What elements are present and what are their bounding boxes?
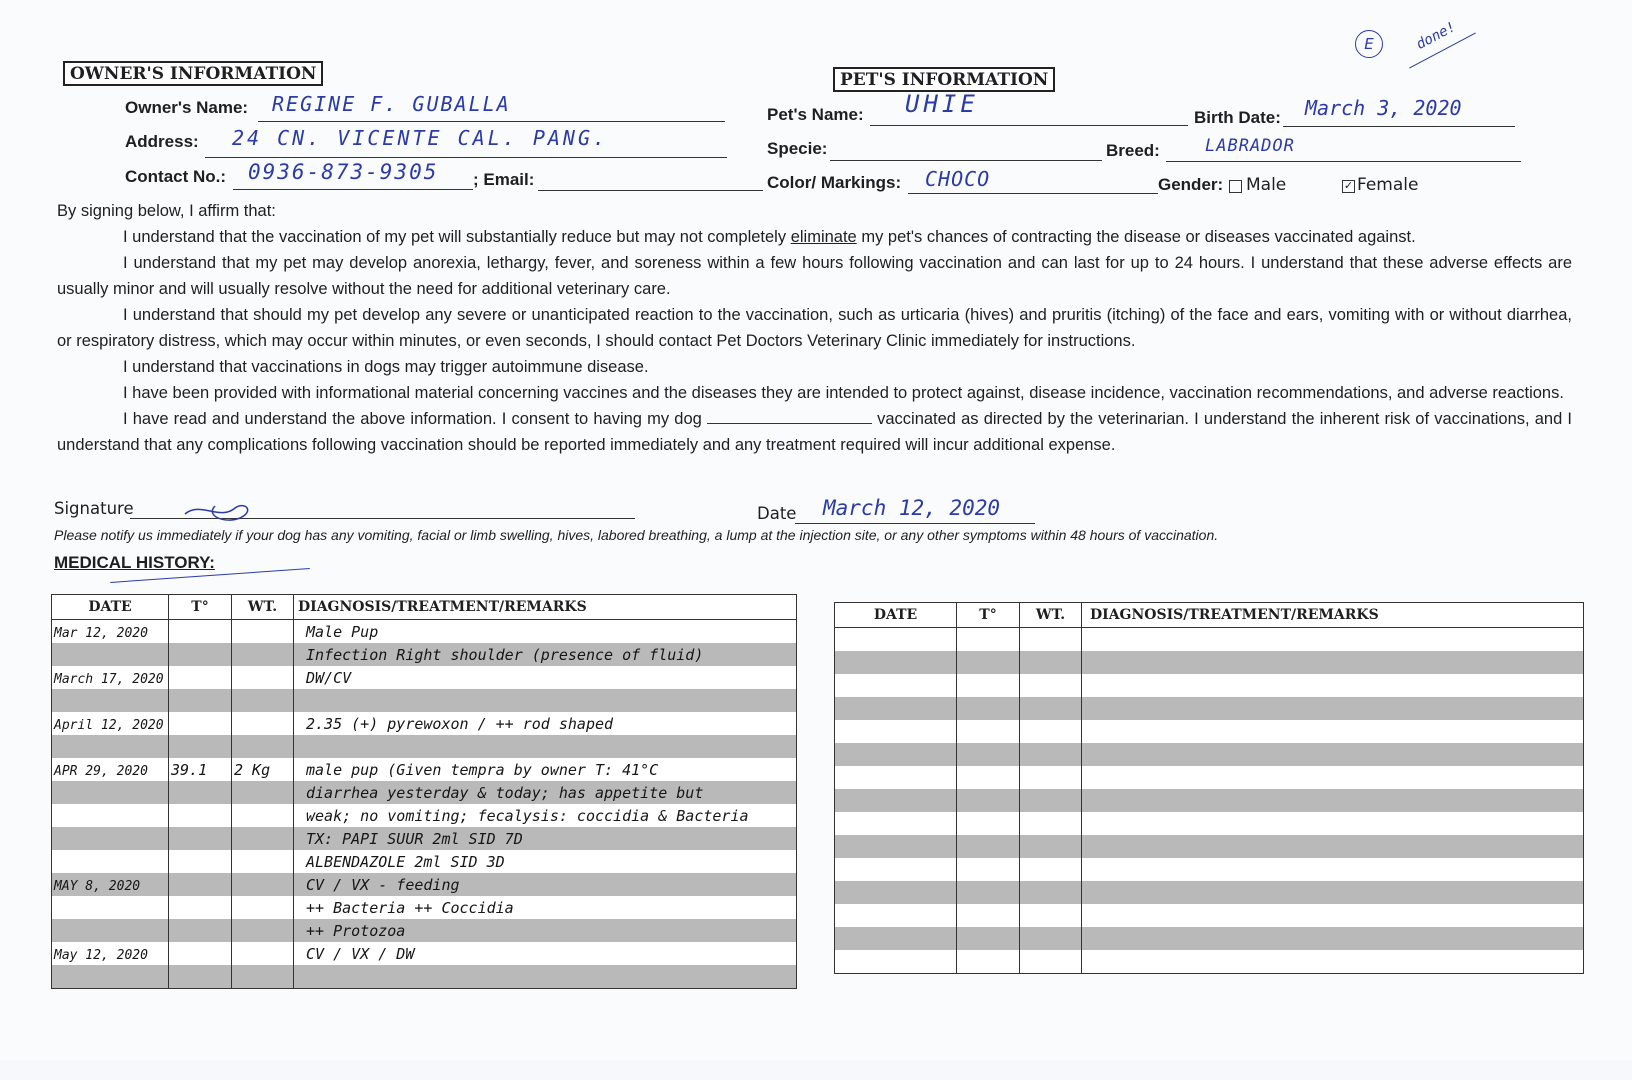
- weight-cell: [1020, 674, 1082, 697]
- date-cell: [52, 758, 169, 781]
- consent-paragraph-1: I understand that the vaccination of my pet will substantially reduce but may not completely eliminate my pet's chances of contracting the disease or diseases vaccinated against.: [123, 228, 1416, 246]
- weight-cell: [1020, 904, 1082, 927]
- temp-cell: [169, 735, 232, 758]
- date-cell: [835, 720, 957, 743]
- gender-male-checkbox[interactable]: [1229, 180, 1242, 193]
- date-value: [52, 810, 54, 825]
- temp-cell: [169, 896, 232, 919]
- remarks-value: diarrhea yesterday & today; has appetite but: [306, 784, 704, 802]
- temp-value: [169, 738, 171, 756]
- weight-cell: [1020, 927, 1082, 950]
- remarks-value: Male Pup: [306, 623, 379, 641]
- table-row: [52, 942, 797, 965]
- temp-cell: [957, 858, 1020, 881]
- table-row: [835, 835, 1584, 858]
- weight-value: [232, 692, 234, 710]
- weight-cell: [232, 735, 294, 758]
- date-cell: [835, 858, 957, 881]
- temp-value: [169, 968, 171, 986]
- color-markings-label: Color/ Markings:: [767, 173, 902, 192]
- date-value: [52, 925, 54, 940]
- signature-label: Signature: [54, 499, 134, 518]
- breed-label: Breed:: [1106, 141, 1160, 160]
- consent-paragraph-5: I have been provided with informational material concerning vaccines and the diseases they are intended to protect against, disease incidence, vaccination recommendations, and adverse reactions.: [123, 384, 1564, 402]
- date-cell: [52, 666, 169, 689]
- date-value: [52, 649, 54, 664]
- email-line: [538, 190, 763, 191]
- temp-cell: [957, 766, 1020, 789]
- remarks-cell: [294, 758, 797, 781]
- temp-cell: [169, 965, 232, 989]
- remarks-cell: [294, 620, 797, 644]
- temp-value: [169, 830, 171, 848]
- date-value: April 12, 2020: [54, 718, 164, 733]
- date-cell: [52, 965, 169, 989]
- weight-cell: [232, 620, 294, 644]
- date-cell: [835, 651, 957, 674]
- table-row: [835, 766, 1584, 789]
- right-col-date-header: DATE: [835, 603, 957, 628]
- temp-cell: [169, 850, 232, 873]
- weight-value: [232, 876, 234, 894]
- table-row: [835, 789, 1584, 812]
- remarks-value: CV / VX / DW: [306, 945, 415, 963]
- date-cell: [835, 789, 957, 812]
- remarks-cell: [294, 735, 797, 758]
- table-row: [52, 827, 797, 850]
- weight-cell: [232, 689, 294, 712]
- date-cell: [52, 689, 169, 712]
- table-row: [835, 950, 1584, 974]
- table-row: [835, 881, 1584, 904]
- color-markings-line: [908, 193, 1158, 194]
- temp-cell: [169, 919, 232, 942]
- temp-cell: [169, 620, 232, 644]
- weight-value: 2 Kg: [234, 761, 271, 779]
- birth-date-label: Birth Date:: [1194, 108, 1281, 127]
- weight-cell: [1020, 789, 1082, 812]
- temp-value: [169, 807, 171, 825]
- date-cell: [52, 827, 169, 850]
- weight-cell: [232, 896, 294, 919]
- table-row: [52, 873, 797, 896]
- weight-value: [232, 853, 234, 871]
- date-cell: [52, 873, 169, 896]
- table-row: [835, 927, 1584, 950]
- table-row: [52, 666, 797, 689]
- remarks-cell: [294, 827, 797, 850]
- date-cell: [52, 712, 169, 735]
- temp-cell: [169, 942, 232, 965]
- table-row: [52, 781, 797, 804]
- weight-cell: [1020, 812, 1082, 835]
- remarks-cell: [1082, 812, 1584, 835]
- table-row: [52, 804, 797, 827]
- date-cell: [835, 835, 957, 858]
- table-row: [835, 743, 1584, 766]
- signature-scribble: [180, 496, 260, 526]
- weight-cell: [232, 666, 294, 689]
- corner-circle-mark: E: [1355, 30, 1383, 58]
- temp-cell: [957, 743, 1020, 766]
- temp-cell: [169, 666, 232, 689]
- table-row: [835, 858, 1584, 881]
- table-row: [835, 674, 1584, 697]
- remarks-value: CV / VX - feeding: [306, 876, 460, 894]
- temp-cell: [169, 781, 232, 804]
- weight-cell: [1020, 651, 1082, 674]
- owner-name-value: REGINE F. GUBALLA: [272, 92, 511, 116]
- pet-name-value: UHIE: [905, 90, 979, 118]
- weight-cell: [1020, 881, 1082, 904]
- date-value: [52, 833, 54, 848]
- weight-cell: [1020, 743, 1082, 766]
- weight-cell: [1020, 766, 1082, 789]
- consent-paragraph-3: I understand that should my pet develop any severe or unanticipated reaction to the vaccination, such as urticaria (hives) and pruritis (itching) of the face and ears, vomiting with or without diarrhea, or respiratory distress, which may occur within minutes, or even seconds, I should contact Pet Doctors Veterinary Clinic immediately for instructions.: [57, 306, 1572, 350]
- table-row: [52, 735, 797, 758]
- weight-cell: [232, 827, 294, 850]
- date-cell: [835, 881, 957, 904]
- color-markings-value: CHOCO: [925, 167, 991, 191]
- weight-value: [232, 623, 234, 641]
- remarks-value: DW/CV: [306, 669, 352, 687]
- remarks-cell: [294, 643, 797, 666]
- right-col-weight-header: WT.: [1020, 603, 1082, 628]
- remarks-cell: [1082, 881, 1584, 904]
- remarks-cell: [294, 850, 797, 873]
- remarks-cell: [1082, 743, 1584, 766]
- remarks-value: ++ Protozoa: [306, 922, 406, 940]
- temp-value: [169, 853, 171, 871]
- temp-value: 39.1: [171, 761, 208, 779]
- date-cell: [835, 904, 957, 927]
- date-value: [52, 856, 54, 871]
- remarks-cell: [1082, 628, 1584, 652]
- consent-paragraph-4: I understand that vaccinations in dogs may trigger autoimmune disease.: [123, 358, 649, 376]
- weight-value: [232, 738, 234, 756]
- date-cell: [52, 643, 169, 666]
- contact-number-value: 0936-873-9305: [248, 160, 439, 184]
- weight-cell: [232, 873, 294, 896]
- table-row: [52, 689, 797, 712]
- remarks-value: [294, 968, 306, 986]
- date-cell: [835, 628, 957, 652]
- col-weight-header: WT.: [232, 595, 294, 620]
- contact-number-line: [233, 189, 473, 190]
- temp-cell: [957, 835, 1020, 858]
- remarks-value: male pup (Given tempra by owner T: 41°C: [306, 761, 659, 779]
- weight-cell: [232, 850, 294, 873]
- temp-value: [169, 669, 171, 687]
- birth-date-value: March 3, 2020: [1305, 96, 1462, 120]
- table-row: [835, 812, 1584, 835]
- date-cell: [52, 850, 169, 873]
- medical-history-title: MEDICAL HISTORY:: [54, 553, 215, 572]
- remarks-value: weak; no vomiting; fecalysis: coccidia & Bacteria: [306, 807, 749, 825]
- remarks-cell: [1082, 651, 1584, 674]
- consent-block: [57, 198, 1572, 458]
- date-value: Mar 12, 2020: [54, 626, 148, 641]
- remarks-cell: [294, 965, 797, 989]
- owner-address-line: [205, 157, 727, 158]
- temp-value: [169, 876, 171, 894]
- email-label: ; Email:: [473, 170, 535, 189]
- specie-label: Specie:: [767, 139, 828, 158]
- date-value: March 12, 2020: [823, 496, 1001, 520]
- specie-line: [830, 160, 1102, 161]
- date-label: Date: [757, 504, 797, 523]
- temp-value: [169, 646, 171, 664]
- table-row: [835, 651, 1584, 674]
- weight-value: [232, 945, 234, 963]
- pet-section-title: PET'S INFORMATION: [833, 67, 1055, 92]
- temp-cell: [957, 720, 1020, 743]
- weight-value: [232, 646, 234, 664]
- remarks-cell: [294, 896, 797, 919]
- remarks-value: [294, 692, 306, 710]
- remarks-value: Infection Right shoulder (presence of fluid): [306, 646, 704, 664]
- remarks-cell: [1082, 697, 1584, 720]
- remarks-cell: [1082, 789, 1584, 812]
- weight-cell: [1020, 950, 1082, 974]
- table-row: [52, 850, 797, 873]
- remarks-value: 2.35 (+) pyrewoxon / ++ rod shaped: [306, 715, 614, 733]
- temp-cell: [957, 950, 1020, 974]
- table-row: [52, 758, 797, 781]
- temp-cell: [957, 789, 1020, 812]
- owner-address-value: 24 CN. VICENTE CAL. PANG.: [232, 126, 609, 150]
- date-cell: [52, 735, 169, 758]
- breed-line: [1166, 161, 1521, 162]
- weight-cell: [232, 712, 294, 735]
- breed-value: LABRADOR: [1205, 136, 1295, 156]
- date-cell: [835, 950, 957, 974]
- remarks-cell: [1082, 720, 1584, 743]
- temp-cell: [169, 712, 232, 735]
- col-temp-header: T°: [169, 595, 232, 620]
- temp-value: [169, 899, 171, 917]
- date-value: MAY 8, 2020: [54, 879, 141, 894]
- weight-value: [232, 899, 234, 917]
- date-value: [52, 902, 54, 917]
- owner-address-label: Address:: [125, 132, 199, 151]
- date-cell: [52, 942, 169, 965]
- weight-cell: [1020, 697, 1082, 720]
- remarks-value: TX: PAPI SUUR 2ml SID 7D: [306, 830, 523, 848]
- medical-history-table-left: [51, 594, 797, 989]
- weight-value: [232, 807, 234, 825]
- remarks-cell: [1082, 858, 1584, 881]
- remarks-cell: [294, 689, 797, 712]
- remarks-cell: [1082, 835, 1584, 858]
- pet-name-label: Pet's Name:: [767, 105, 864, 124]
- remarks-cell: [294, 712, 797, 735]
- date-cell: [835, 766, 957, 789]
- weight-value: [232, 715, 234, 733]
- temp-cell: [169, 804, 232, 827]
- temp-cell: [957, 904, 1020, 927]
- date-value: APR 29, 2020: [54, 764, 148, 779]
- weight-cell: [232, 804, 294, 827]
- temp-cell: [169, 758, 232, 781]
- weight-value: [232, 922, 234, 940]
- weight-value: [232, 669, 234, 687]
- gender-female-label: Female: [1357, 175, 1419, 195]
- temp-value: [169, 623, 171, 641]
- weight-cell: [1020, 858, 1082, 881]
- temp-cell: [169, 827, 232, 850]
- pet-name-line: [870, 125, 1188, 126]
- remarks-value: [294, 738, 306, 756]
- date-cell: [52, 919, 169, 942]
- temp-cell: [169, 643, 232, 666]
- col-date-header: DATE: [52, 595, 169, 620]
- remarks-cell: [294, 919, 797, 942]
- birth-date-line: [1283, 126, 1515, 127]
- date-value: [52, 741, 54, 756]
- dog-name-blank: [707, 423, 872, 424]
- temp-cell: [957, 697, 1020, 720]
- remarks-cell: [1082, 950, 1584, 974]
- remarks-cell: [1082, 674, 1584, 697]
- table-row: [835, 628, 1584, 652]
- weight-cell: [232, 919, 294, 942]
- date-cell: [52, 896, 169, 919]
- gender-label: Gender:: [1158, 175, 1224, 194]
- weight-cell: [1020, 720, 1082, 743]
- date-cell: [835, 674, 957, 697]
- weight-cell: [1020, 835, 1082, 858]
- owner-name-label: Owner's Name:: [125, 98, 249, 117]
- weight-cell: [232, 942, 294, 965]
- temp-value: [169, 715, 171, 733]
- notify-notice: Please notify us immediately if your dog has any vomiting, facial or limb swelling, hives, labored breathing, a lump at the injection site, or any other symptoms within 48 hours of vaccination.: [54, 527, 1219, 543]
- table-row: [52, 712, 797, 735]
- date-cell: [52, 804, 169, 827]
- date-cell: [52, 620, 169, 644]
- table-row: [52, 620, 797, 644]
- weight-cell: [232, 965, 294, 989]
- date-value: [52, 971, 54, 986]
- temp-cell: [169, 689, 232, 712]
- date-cell: [52, 781, 169, 804]
- table-row: [52, 896, 797, 919]
- date-value: May 12, 2020: [54, 948, 148, 963]
- right-col-remarks-header: DIAGNOSIS/TREATMENT/REMARKS: [1082, 603, 1584, 628]
- remarks-cell: [1082, 927, 1584, 950]
- temp-value: [169, 692, 171, 710]
- date-line: [795, 523, 1035, 524]
- weight-cell: [232, 758, 294, 781]
- temp-value: [169, 784, 171, 802]
- weight-value: [232, 968, 234, 986]
- consent-paragraph-2: I understand that my pet may develop anorexia, lethargy, fever, and soreness within a few hours following vaccination and can last for up to 24 hours. I understand that these adverse effects are usually minor and will usually resolve without the need for additional veterinary care.: [57, 254, 1572, 298]
- weight-value: [232, 830, 234, 848]
- date-cell: [835, 812, 957, 835]
- owner-section-title: OWNER'S INFORMATION: [63, 61, 323, 86]
- temp-cell: [169, 873, 232, 896]
- remarks-cell: [294, 873, 797, 896]
- temp-cell: [957, 881, 1020, 904]
- date-value: [52, 695, 54, 710]
- remarks-cell: [294, 942, 797, 965]
- date-cell: [835, 743, 957, 766]
- table-row: [52, 965, 797, 989]
- temp-cell: [957, 927, 1020, 950]
- temp-cell: [957, 674, 1020, 697]
- temp-value: [169, 922, 171, 940]
- remarks-cell: [1082, 904, 1584, 927]
- owner-name-line: [258, 121, 725, 122]
- temp-cell: [957, 651, 1020, 674]
- remarks-cell: [1082, 766, 1584, 789]
- weight-value: [232, 784, 234, 802]
- remarks-value: ++ Bacteria ++ Coccidia: [306, 899, 514, 917]
- remarks-cell: [294, 781, 797, 804]
- weight-cell: [232, 781, 294, 804]
- table-row: [52, 643, 797, 666]
- remarks-value: ALBENDAZOLE 2ml SID 3D: [306, 853, 505, 871]
- table-row: [835, 904, 1584, 927]
- corner-done-note: done!: [1413, 19, 1459, 53]
- temp-cell: [957, 812, 1020, 835]
- date-cell: [835, 697, 957, 720]
- consent-intro: By signing below, I affirm that:: [57, 202, 276, 220]
- date-value: [52, 787, 54, 802]
- remarks-cell: [294, 804, 797, 827]
- gender-male-label: Male: [1246, 175, 1287, 195]
- date-value: March 17, 2020: [54, 672, 164, 687]
- table-row: [52, 919, 797, 942]
- consent-paragraph-6: I have read and understand the above information. I consent to having my dog vaccinated as directed by the veterinarian. I understand the inherent risk of vaccinations, and I understand that any complications following vaccination should be reported immediately and any treatment required will incur additional expense.: [57, 410, 1572, 454]
- table-row: [835, 697, 1584, 720]
- col-remarks-header: DIAGNOSIS/TREATMENT/REMARKS: [294, 595, 797, 620]
- gender-female-checkbox[interactable]: ✓: [1343, 179, 1354, 192]
- date-cell: [835, 927, 957, 950]
- right-col-temp-header: T°: [957, 603, 1020, 628]
- medical-history-table-right: [834, 602, 1584, 974]
- weight-cell: [232, 643, 294, 666]
- temp-value: [169, 945, 171, 963]
- weight-cell: [1020, 628, 1082, 652]
- remarks-cell: [294, 666, 797, 689]
- table-row: [835, 720, 1584, 743]
- temp-cell: [957, 628, 1020, 652]
- contact-number-label: Contact No.:: [125, 167, 227, 186]
